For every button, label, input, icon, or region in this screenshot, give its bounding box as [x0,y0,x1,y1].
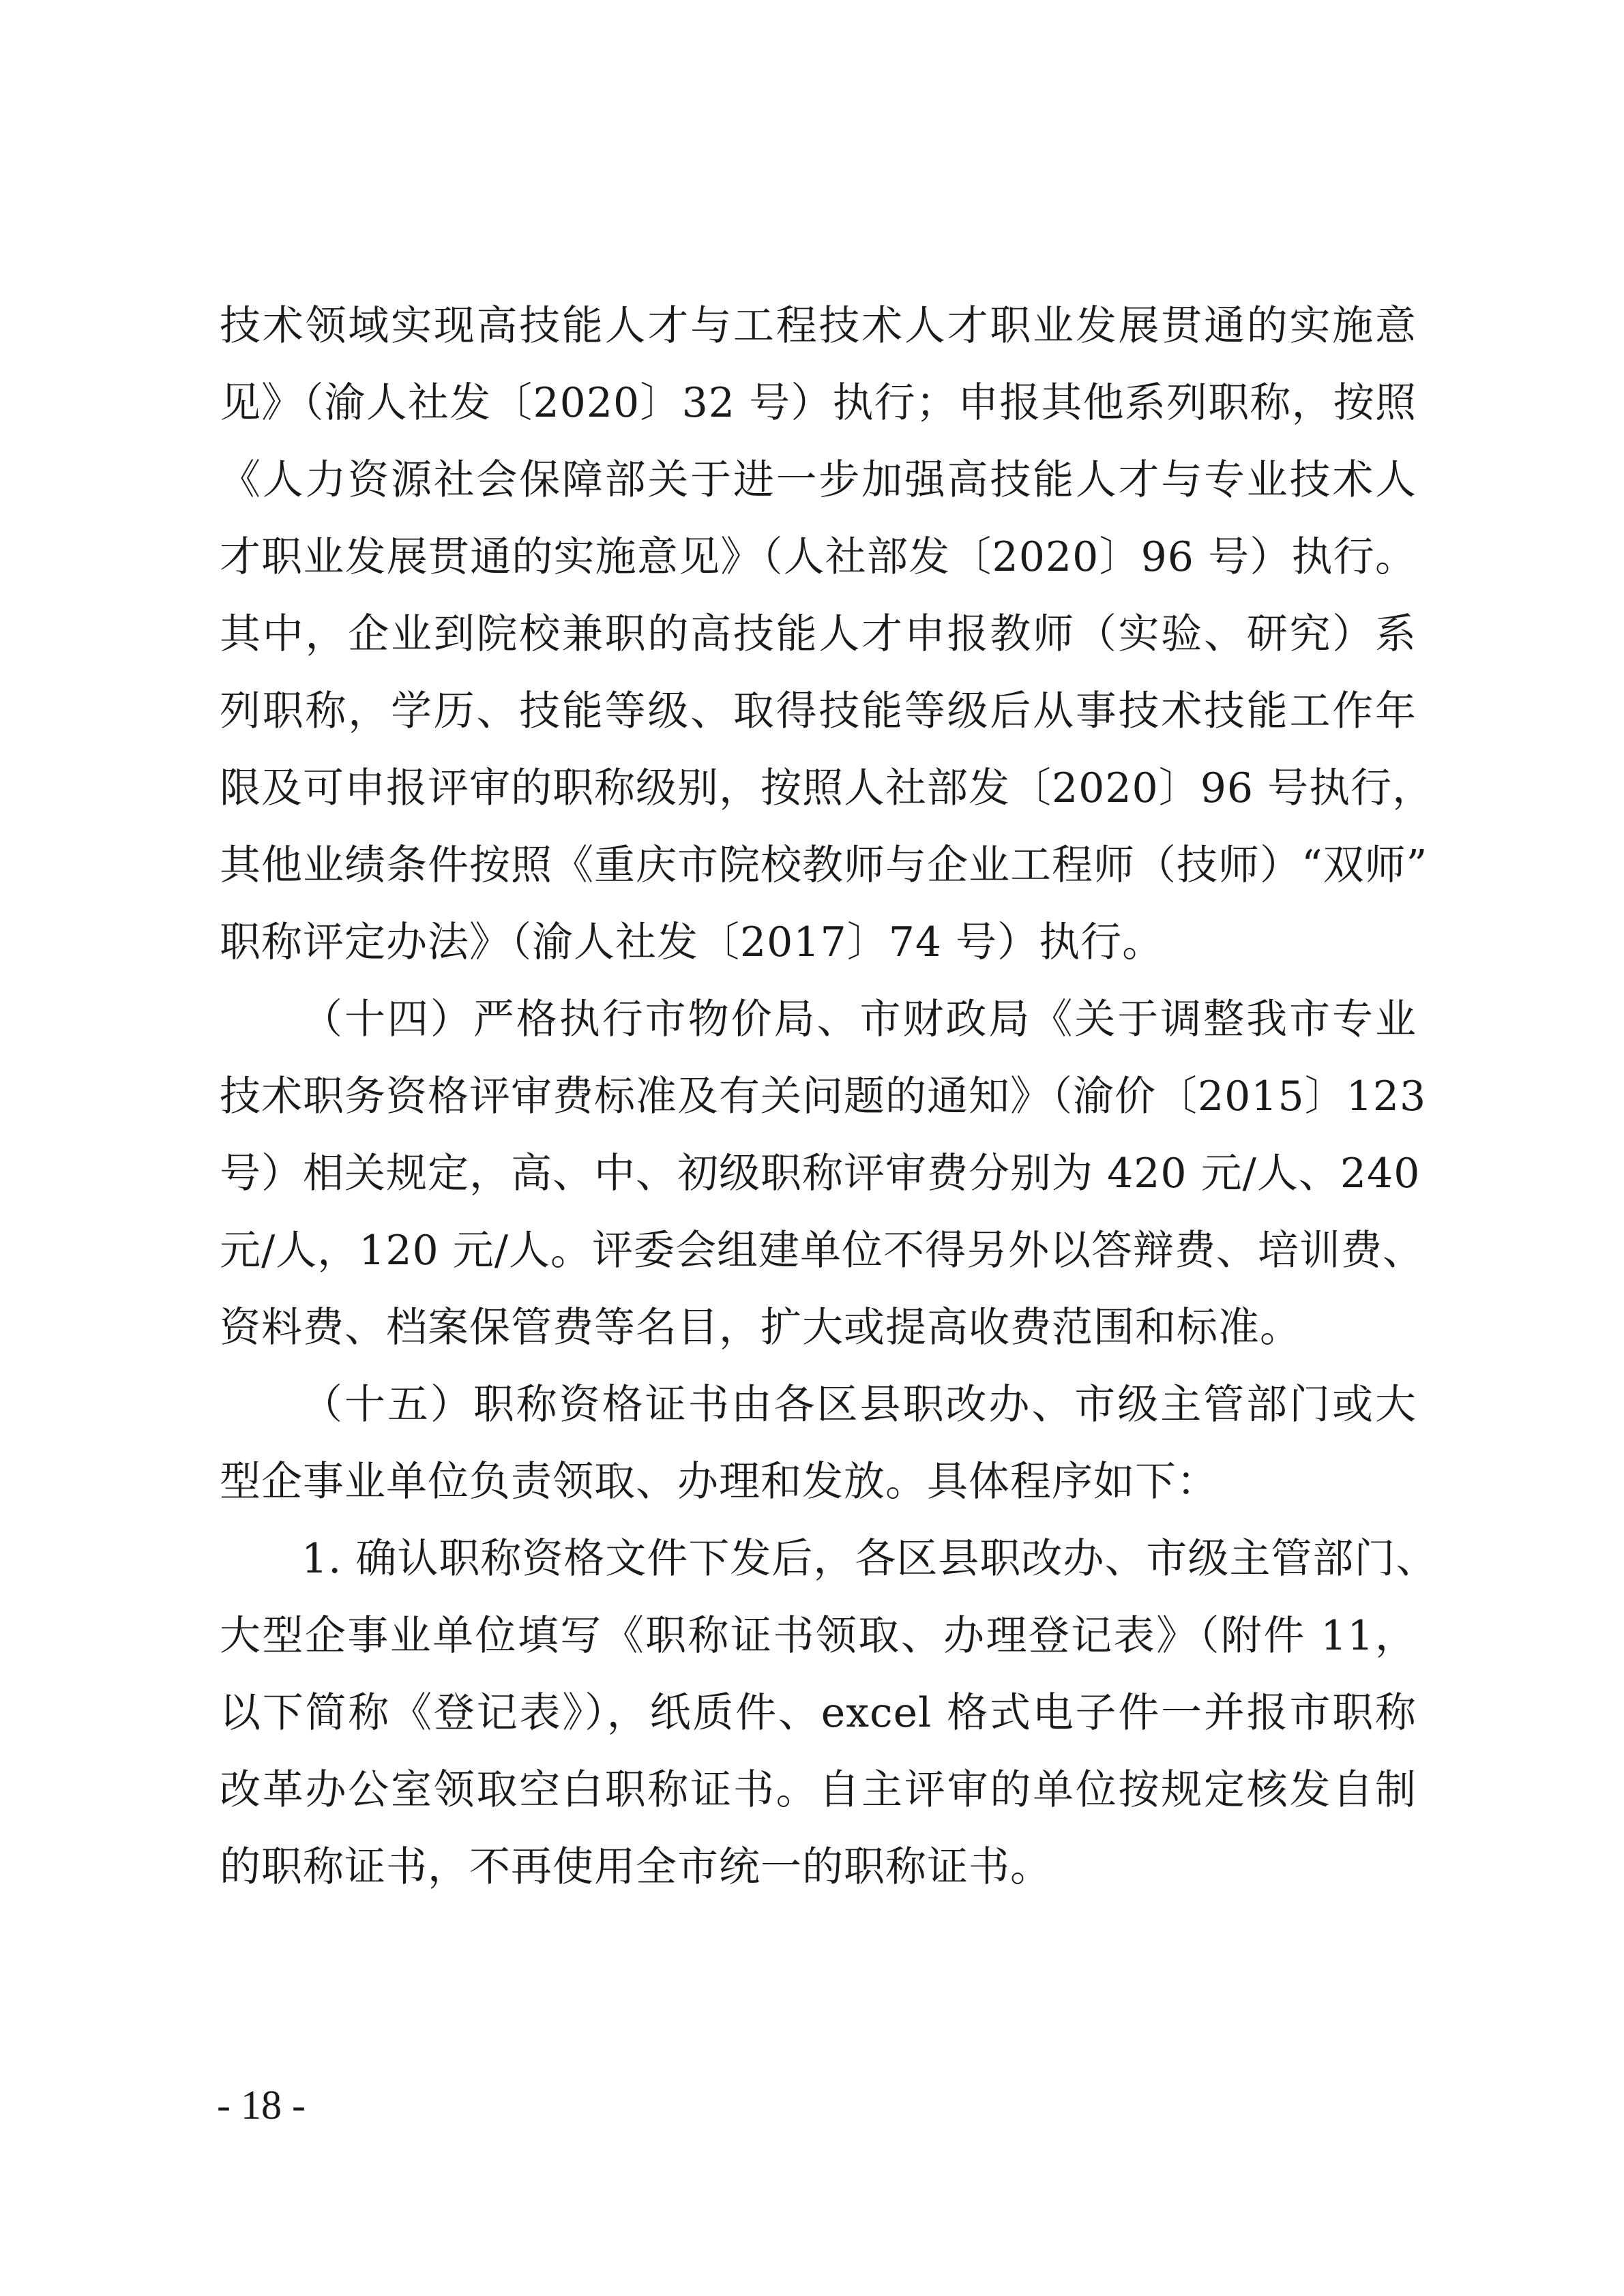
body-text-line: 技术领域实现高技能人才与工程技术人才职业发展贯通的实施意 [220,302,1417,350]
body-text-line: 的职称证书，不再使用全市统一的职称证书。 [220,1843,1052,1891]
body-text-line: 其他业绩条件按照《重庆市院校教师与企业工程师（技师）“双师” [220,841,1428,889]
body-text-line: 元/人，120 元/人。评委会组建单位不得另外以答辩费、培训费、 [220,1227,1425,1274]
paragraph-first-line: （十四）严格执行市物价局、市财政局《关于调整我市专业 [301,996,1417,1043]
body-text-line: 型企事业单位负责领取、办理和发放。具体程序如下： [220,1458,1218,1506]
body-text-line: 大型企事业单位填写《职称证书领取、办理登记表》（附件 11， [220,1612,1417,1660]
body-text-line: 改革办公室领取空白职称证书。自主评审的单位按规定核发自制 [220,1766,1417,1814]
paragraph-first-line: （十五）职称资格证书由各区县职改办、市级主管部门或大 [301,1381,1417,1429]
body-text-line: 见》（渝人社发〔2020〕32 号）执行；申报其他系列职称，按照 [220,379,1417,427]
body-text-line: 《人力资源社会保障部关于进一步加强高技能人才与专业技术人 [220,456,1417,504]
body-text-line: 号）相关规定，高、中、初级职称评审费分别为 420 元/人、240 [220,1150,1421,1197]
body-text-line: 资料费、档案保管费等名目，扩大或提高收费范围和标准。 [220,1304,1301,1352]
body-text-line: 其中，企业到院校兼职的高技能人才申报教师（实验、研究）系 [220,610,1417,658]
paragraph-first-line: 1. 确认职称资格文件下发后，各区县职改办、市级主管部门、 [301,1535,1438,1583]
page-number: - 18 - [217,2083,306,2128]
body-text-line: 列职称，学历、技能等级、取得技能等级后从事技术技能工作年 [220,687,1417,735]
body-text-line: 限及可申报评审的职称级别，按照人社部发〔2020〕96 号执行， [220,764,1434,812]
body-text-line: 才职业发展贯通的实施意见》（人社部发〔2020〕96 号）执行。 [220,533,1417,581]
body-text-line: 以下简称《登记表》），纸质件、excel 格式电子件一并报市职称 [220,1689,1417,1737]
body-text-line: 职称评定办法》（渝人社发〔2017〕74 号）执行。 [220,919,1164,966]
body-text-line: 技术职务资格评审费标准及有关问题的通知》（渝价〔2015〕123 [220,1073,1427,1120]
